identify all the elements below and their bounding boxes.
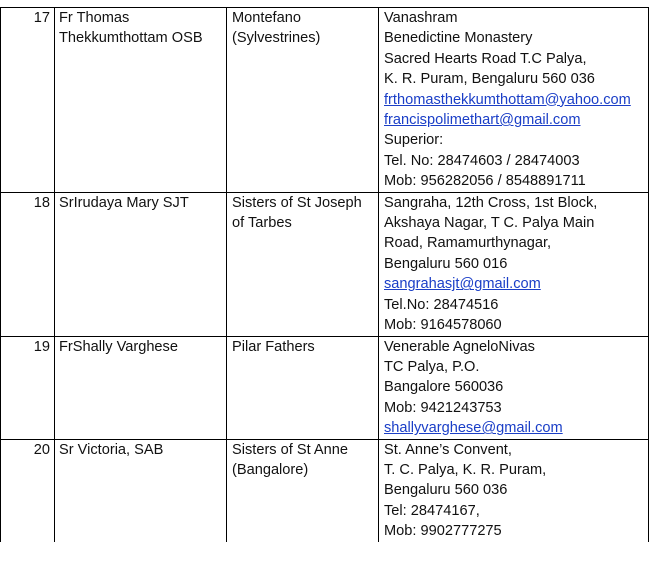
congregation <box>227 336 379 439</box>
address-line: St. Anne’s Convent, <box>384 441 512 458</box>
email-link[interactable]: shallyvarghese@gmail.com <box>384 420 563 437</box>
congregation-line: of Tarbes <box>232 215 292 232</box>
address-line: Vanashram <box>384 10 458 26</box>
address-line: Venerable AgneloNivas <box>384 338 535 355</box>
table-row <box>1 192 649 336</box>
table-row <box>1 439 649 542</box>
congregation-line: Montefano <box>232 10 301 26</box>
address-line: Sangraha, 12th Cross, 1st Block, <box>384 194 598 211</box>
address-line: Tel: 28474167, <box>384 502 480 519</box>
row-number: 17 <box>1 8 55 193</box>
member-name-line: FrShally Varghese <box>59 338 178 355</box>
congregation <box>227 439 379 542</box>
email-link[interactable]: frthomasthekkumthottam@yahoo.com <box>384 91 631 108</box>
congregation-line: Sisters of St Joseph <box>232 194 362 211</box>
address-line: Tel. No: 28474603 / 28474003 <box>384 152 580 169</box>
row-number: 18 <box>1 192 55 336</box>
address-line: Akshaya Nagar, T C. Palya Main <box>384 215 595 232</box>
address-line: T. C. Palya, K. R. Puram, <box>384 461 547 478</box>
member-name <box>55 439 227 542</box>
member-name <box>55 192 227 336</box>
address-line: Sacred Hearts Road T.C Palya, <box>384 50 587 67</box>
table-row <box>1 8 649 193</box>
member-name <box>55 8 227 193</box>
address-line: Bengaluru 560 016 <box>384 255 508 272</box>
member-name-line: Fr Thomas <box>59 10 130 26</box>
congregation <box>227 192 379 336</box>
address <box>379 336 649 439</box>
congregation-line: Pilar Fathers <box>232 338 315 355</box>
congregation-line: (Sylvestrines) <box>232 30 321 47</box>
address-line: Benedictine Monastery <box>384 30 533 47</box>
address <box>379 439 649 542</box>
address-line: Mob: 9164578060 <box>384 317 502 334</box>
address <box>379 8 649 193</box>
address-line: TC Palya, P.O. <box>384 358 480 375</box>
row-number: 19 <box>1 336 55 439</box>
address-line: Mob: 956282056 / 8548891711 <box>384 173 586 190</box>
member-name <box>55 336 227 439</box>
congregation-line: Sisters of St Anne <box>232 441 349 458</box>
member-name-line: SrIrudaya Mary SJT <box>59 194 189 211</box>
member-name-line: Thekkumthottam OSB <box>59 30 203 47</box>
row-number: 20 <box>1 439 55 542</box>
address-line: Road, Ramamurthynagar, <box>384 235 552 252</box>
directory-rows <box>1 8 649 542</box>
email-link[interactable]: francispolimethart@gmail.com <box>384 112 581 129</box>
congregation-line: (Bangalore) <box>232 461 309 478</box>
address-line: Mob: 9421243753 <box>384 399 502 416</box>
address <box>379 192 649 336</box>
address-line: Superior: <box>384 132 444 149</box>
email-link[interactable]: sangrahasjt@gmail.com <box>384 276 541 293</box>
address-line: Bangalore 560036 <box>384 379 504 396</box>
member-name-line: Sr Victoria, SAB <box>59 441 164 458</box>
address-line: Bengaluru 560 036 <box>384 482 508 499</box>
address-line: K. R. Puram, Bengaluru 560 036 <box>384 71 595 88</box>
congregation <box>227 8 379 193</box>
directory-table <box>0 7 649 542</box>
address-line: Mob: 9902777275 <box>384 523 502 540</box>
table-row <box>1 336 649 439</box>
address-line: Tel.No: 28474516 <box>384 296 499 313</box>
